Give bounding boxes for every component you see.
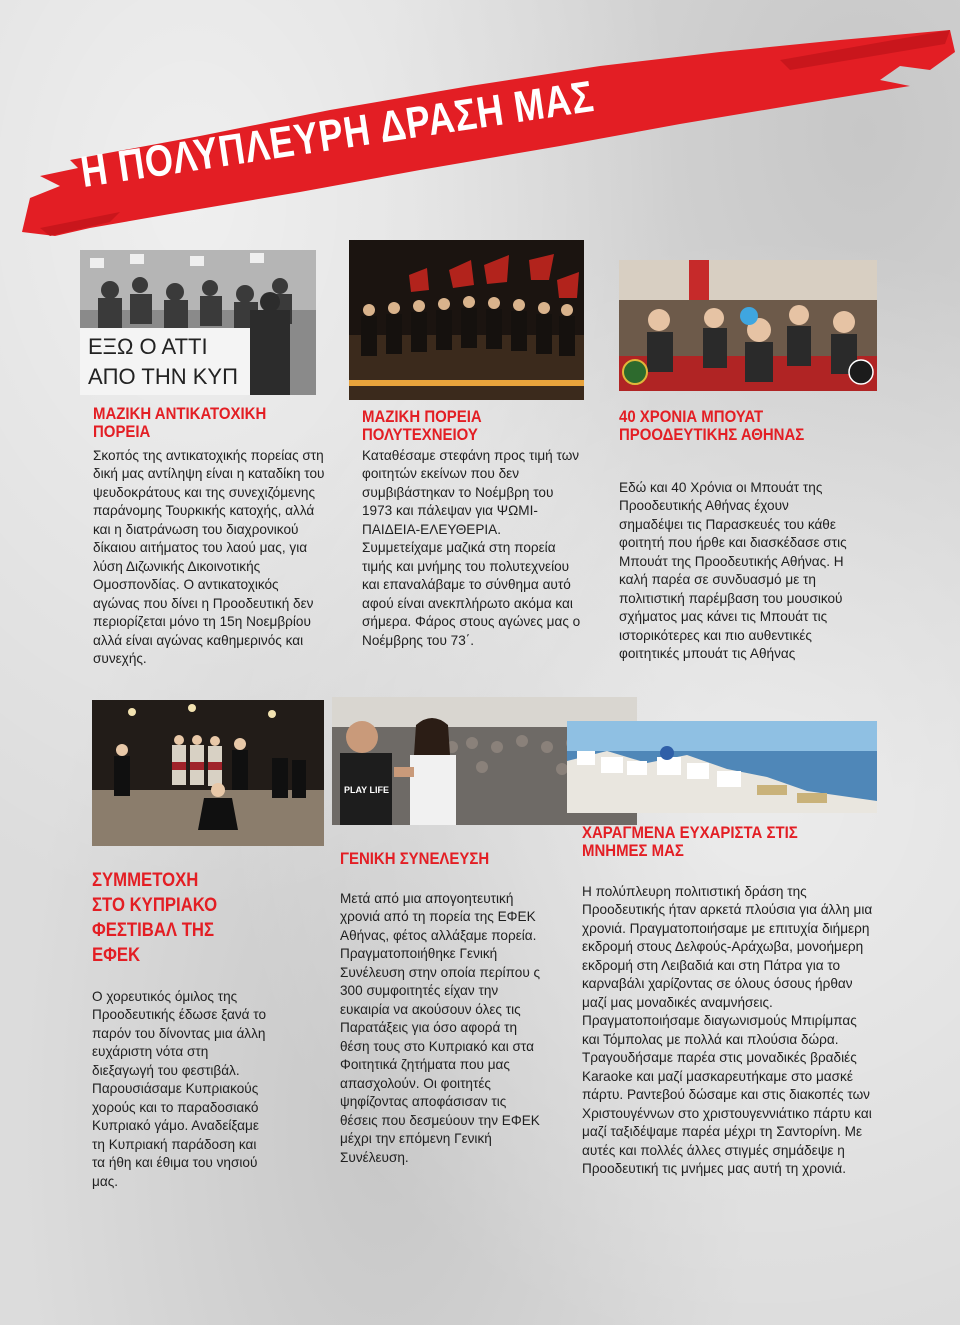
section-title-polytechnic-march: ΜΑΖΙΚΗ ΠΟΡΕΙΑ ΠΟΛΥΤΕΧΝΕΙΟΥ [362,407,482,445]
shirt-text: PLAY LIFE [344,785,390,795]
section-title-general-assembly: ΓΕΝΙΚΗ ΣΥΝΕΛΕΥΣΗ [340,849,490,868]
section-body-cypriot-festival: Ο χορευτικός όμιλος της Προοδευτικής έδωσε ξανά το παρόν του δίνοντας μια άλλη ευχάριστη νότα στη διεξαγωγή του φεστιβάλ. Παρουσιάσαμε Κυπριακούς χορούς και το παραδοσιακό Κυπριακό γάμο. Αναδείξαμε τη Κυπριακή παράδοση και τα ήθη και έθιμα του νησιού μας. [92,989,267,1189]
photo-santorini [567,721,877,813]
photo-anti-occupation-march [80,250,316,395]
section-body-general-assembly: Μετά από μια απογοητευτική χρονιά από τη πορεία της ΕΦΕΚ Αθήνας, φέτος αλλάξαμε πορεία. Πραγματοποιήθηκε Γενική Συνέλευση στην οποία περίπου ς 300 συμφοιτητές είχαν την ευκαιρία να ακούσουν όλες τις Παρατάξεις για όσο αφορά τη θέση τους στο Κυπριακό και στα Φοιτητικά ζητήματα που μας απασχολούν. Οι φοιτητές ψηφίζοντας αποφάσισαν τις θέσεις που δεσμεύουν την ΕΦΕΚ μέχρι την επόμενη Γενική Συνέλευση. [340,891,541,1165]
section-title-anti-occupation-march: ΜΑΖΙΚΗ ΑΝΤΙΚΑΤΟΧΙΚΗ ΠΟΡΕΙΑ [93,404,267,442]
photo-bouat [619,260,877,391]
page-headline: Η ΠΟΛΥΠΛΕΥΡΗ ΔΡΑΣΗ ΜΑΣ [77,71,598,198]
banner-text-line-1: ΕΞΩ Ο ΑΤΤΙ [88,334,208,359]
section-body-bouat: Εδώ και 40 Χρόνια οι Μπουάτ της Προοδευτικής Αθήνας έχουν σημαδέψει τις Παρασκευές του κάθε φοιτητή που ήρθε και διασκέδασε στις Μπουάτ της Προοδευτικής Αθήνας. Η καλή παρέα σε συνδυασμό με τη πολιτιστική παρέμβαση του μουσικού σχήματος μας κάνει τις Μπουάτ τις ιστορικότερες και πιο αυθεντικές φοιτητικές μπουάτ τις Αθήνας [619,480,847,662]
section-title-bouat: 40 ΧΡΟΝΙΑ ΜΠΟΥΑΤ ΠΡΟΟΔΕΥΤΙΚΗΣ ΑΘΗΝΑΣ [619,407,805,445]
section-body-anti-occupation-march: Σκοπός της αντικατοχικής πορείας στη δική μας αντίληψη είναι η καταδίκη του ψευδοκράτους και της συνεχιζόμενης παράνομης Τουρκικής κατοχής, αλλά και η διατράνωση του διαχρονικού δίκαιου αιτήματος του λαού μας, για λύση Διζωνικής Δικοινοτικής Ομοσπονδίας. Ο αντικατοχικός αγώνας που δίνει η Προοδευτική δεν περιορίζεται μόνο τη 15η Νοεμβρίου αλλά είναι αγώνας καθημερινός και συνεχής. [93,448,325,667]
banner-text-line-2: ΑΠΟ ΤΗΝ ΚΥΠ [88,364,238,389]
section-body-polytechnic-march: Καταθέσαμε στεφάνη προς τιμή των φοιτητών εκείνων που δεν συμβιβάστηκαν το Νοέμβρη του 1973 και πάλεψαν για ΨΩΜΙ-ΠΑΙΔΕΙΑ-ΕΛΕΥΘΕΡΙΑ. Συμμετείχαμε μαζικά στη πορεία τιμής και μνήμης του πολυτεχνείου και επαναλάβαμε το σύνθημα αυτό αφού είναι ανεκπλήρωτο ακόμα και σήμερα. Φάρος στους αγώνες μας ο Νοέμβρης του 73΄. [362,448,581,648]
photo-polytechnic-march [349,240,584,400]
section-body-memories: Η πολύπλευρη πολιτιστική δράση της Προοδευτικής ήταν αρκετά πλούσια για άλλη μια χρονιά. Πραγματοποιήσαμε με επιτυχία διήμερη εκδρομή στους Δελφούς-Αράχωβα, μονοήμερη εκδρομή στη Λειβαδιά και στη Πάτρα για το καρναβάλι χαρίζοντας σε όλους όσους ήρθαν μαζί μας μοναδικές αναμνήσεις. Πραγματοποιήσαμε διαγωνισμούς Μπιρίμπας και Τόμπολας με πολλά και πλούσια δώρα. Τραγουδήσαμε παρέα στις μοναδικές βραδιές Karaoke και μαζί μασκαρευτήκαμε στο μασκέ πάρτυ. Ραντεβού δώσαμε και στις διακοπές των Χριστουγέννων στο χριστουγεννιάτικο πάρτυ και μαζί ταξιδέψαμε παρέα μέχρι τη Σαντορίνη. Με αυτές και πολλές άλλες στιγμές σημάδεψε η Προοδευτική τις μνήμες μας αυτή τη χρονιά. [582,884,873,1177]
photo-cypriot-festival [92,700,324,846]
section-title-memories: ΧΑΡΑΓΜΕΝΑ ΕΥΧΑΡΙΣΤΑ ΣΤΙΣ ΜΝΗΜΕΣ ΜΑΣ [582,823,798,861]
section-title-cypriot-festival: ΣΥΜΜΕΤΟΧΗ ΣΤΟ ΚΥΠΡΙΑΚΟ ΦΕΣΤΙΒΑΛ ΤΗΣ ΕΦΕΚ [92,870,218,967]
